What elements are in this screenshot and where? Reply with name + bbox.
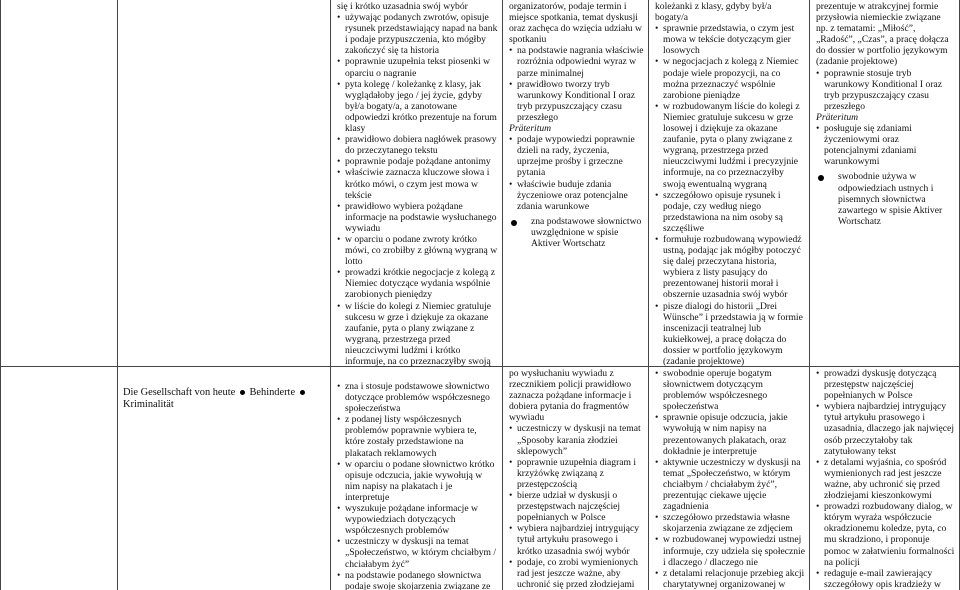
criterion-item: • poprawnie uzupełnia diagram i krzyżówkę związaną z przestępczością [509, 457, 644, 490]
topic-cell-bottom [117, 367, 330, 590]
criterion-item: • bierze udział w dyskusji o przestępstwach najczęściej popełnianych w Polsce [509, 490, 644, 523]
criterion-item: • sprawnie przedstawia, o czym jest mowa w tekście dotyczącym gier losowych [655, 23, 805, 56]
criteria-cell-top-col2 [331, 0, 502, 366]
criterion-item: • w liście do kolegi z Niemiec gratuluje sukcesu w grze i dziękuje za okazane zaufanie, pyta o plany związane z wygraną, przestrzega przed nieuczciwymi ludźmi i krótko informuje, na co przeznaczyłby swoją [337, 301, 498, 366]
criterion-item: • pisze dialogi do historii „Drei Wünsche” i przedstawia ją w formie inscenizacji teatralnej lub kukiełkowej, a pracę dołącza do dossier w portfolio językowym (zadanie projektowe) [655, 301, 805, 366]
topic-cell-top [0, 0, 117, 366]
criterion-item: • uczestniczy w dyskusji na temat „Sposoby karania złodziei sklepowych” [509, 423, 644, 456]
criterion-item: • na podstawie nagrania właściwie rozróżnia odpowiedni wyraz w parze minimalnej [509, 45, 644, 78]
criteria-cell-bottom-col2 [331, 367, 502, 590]
criterion-item: swobodnie używa w odpowiedziach ustnych i pisemnych słownictwa zawartego w spisie Aktiver Wortschatz [816, 171, 955, 226]
criterion-item: Präteritum [816, 111, 859, 123]
criterion-item: • poprawnie podaje pożądane antonimy [337, 156, 498, 167]
criteria-cell-bottom-col3 [503, 367, 648, 590]
criterion-item: • prawidłowo dobiera nagłówek prasowy do przeczytanego tekstu [337, 134, 498, 156]
criterion-item: • swobodnie operuje bogatym słownictwem dotyczącym problemów współczesnego społeczeństwa [655, 368, 805, 412]
criterion-item: • poprawnie uzupełnia tekst piosenki w oparciu o nagranie [337, 56, 498, 78]
criterion-item: • prowadzi rozbudowany dialog, w którym wyraża współczucie okradzionemu koledze, pyta, co mu skradziono, i proponuje pomoc w załatwieniu formalności na policji [816, 501, 955, 568]
criterion-item: • pyta kolegę / koleżankę z klasy, jak wyglądałoby jego / jej życie, gdyby był/a bogaty/a, a zanotowane odpowiedzi krótko prezentuje na forum klasy [337, 79, 498, 134]
criterion-item: Präteritum [509, 123, 552, 135]
criterion-item: • wyszukuje pożądane informacje w wypowiedziach dotyczących współczesnych problemów [337, 503, 498, 536]
criteria-cell-top-col5 [810, 0, 959, 366]
criterion-item: • prawidłowo tworzy tryb warunkowy Konditional I oraz tryb przypuszczający czasu przeszłego [509, 79, 644, 123]
criterion-item: po wysłuchaniu wywiadu z rzecznikiem policji prawidłowo zaznacza pożądane informacje i dobiera pytania do fragmentów wywiadu [509, 368, 632, 424]
criterion-item: • podaje, co zrobi wymienionych rad jest jeszcze ważne, aby uchronić się przed złodziejami [509, 557, 644, 590]
bullet-dot [240, 390, 245, 395]
criterion-item: • podaje wypowiedzi poprawnie dzieli na rady, życzenia, uprzejme prośby i grzeczne pytania [509, 134, 644, 178]
criterion-item: • używając podanych zwrotów, opisuje rysunek przedstawiający napad na bank i podaje przypuszczenia, kto mógłby zakończyć się ta historia [337, 12, 498, 56]
criterion-item: prezentuje w atrakcyjnej formie przysłowia niemieckie związane np. z tematami: „Miłość”, „Radość”, „Czas”, a pracę dołącza do dossier w portfolio językowym (zadanie projektowe) [816, 1, 949, 68]
criterion-item: • redaguje e-mail zawierający szczegółowy opis kradzieży w [816, 568, 955, 590]
bullet-dot [300, 390, 305, 395]
criterion-item: • uczestniczy w dyskusji na temat „Społeczeństwo, w którym chciałbym / chciałabym żyć” [337, 536, 498, 569]
criteria-cell-bottom-col4 [649, 367, 809, 590]
criterion-item: • w rozbudowanej wypowiedzi ustnej informuje, czy udziela się społecznie i dlaczego / dlaczego nie [655, 534, 805, 567]
criterion-item: • na podstawie podanego słownictwa podaje swoje skojarzenia związane ze [337, 570, 498, 590]
criterion-item: • właściwie buduje zdania życzeniowe oraz potencjalne zdania warunkowe [509, 179, 644, 212]
criterion-item: • w oparciu o podane słownictwo krótko opisuje odczucia, jakie wywołują w nim napisy na plakatach i je interpretuje [337, 459, 498, 503]
criterion-item: • z detalami wyjaśnia, co spośród wymienionych rad jest jeszcze ważne, aby uchronić się przed złodziejami kieszonkowymi [816, 457, 955, 501]
topic-crime: Kriminalität [123, 399, 174, 410]
criterion-item: • wybiera najbardziej intrygujący tytuł artykułu prasowego i krótko uzasadnia swój wybór [509, 523, 644, 556]
criterion-item: się i krótko uzasadnia swój wybór [337, 1, 468, 12]
criterion-item: organizatorów, podaje termin i miejsce spotkania, temat dyskusji oraz zachęca do wzięcia udziału w spotkaniu [509, 1, 642, 46]
criterion-item: • prowadzi krótkie negocjacje z kolegą z Niemiec dotyczące wydania wspólnie zarobionych pieniędzy [337, 267, 498, 300]
criterion-item: • zna i stosuje podstawowe słownictwo dotyczące problemów współczesnego społeczeństwa [337, 381, 498, 414]
criterion-item: • szczegółowo opisuje rysunek i podaje, czy według niego przedstawiona na nim osoby są szczęśliwe [655, 190, 805, 234]
criterion-item: zna podstawowe słownictwo uwzględnione w spisie Aktiver Wortschatz [509, 216, 644, 249]
criteria-cell-bottom-col5 [810, 367, 959, 590]
criteria-cell-top-col4 [649, 0, 809, 366]
criteria-cell-top-col3 [503, 0, 648, 366]
criterion-item: • poprawnie stosuje tryb warunkowy Konditional I oraz tryb przypuszczający czasu przeszłego [816, 68, 955, 112]
criterion-item: • posługuje się zdaniami życzeniowymi oraz potencjalnymi zdaniami warunkowymi [816, 123, 955, 167]
criterion-item: • aktywnie uczestniczy w dyskusji na temat „Społeczeństwo, w którym chciałbym / chciałabym żyć”, prezentując ciekawe ujęcie zagadnienia [655, 457, 805, 512]
criterion-item: • prowadzi dyskusję dotyczącą przestępstw najczęściej popełnianych w Polsce [816, 368, 955, 401]
criterion-item: koleżanki z klasy, gdyby był/a bogaty/a [655, 1, 772, 24]
topic-disabled: Behinderte [249, 387, 296, 398]
topic-society: Die Gesellschaft von heute [123, 387, 236, 398]
criterion-item: • formułuje rozbudowaną wypowiedź ustną, podając jak mógłby potoczyć się dalej przeczytana historia, wybiera z listy pasujący do prezentowanej historii morał i obszernie uzasadnia swój wybór [655, 234, 805, 301]
criterion-item: • w negocjacjach z kolegą z Niemiec podaje wiele propozycji, na co można przeznaczyć wspólnie zarobione pieniądze [655, 56, 805, 100]
criterion-item: • wybiera najbardziej intrygujący tytuł artykułu prasowego i uzasadnia, dlaczego jak najwięcej osób przeczytałoby tak zatytułowany tekst [816, 401, 955, 456]
criterion-item: • szczegółowo przedstawia własne skojarzenia związane ze zdjęciem [655, 512, 805, 534]
criterion-item: • z podanej listy współczesnych problemów poprawnie wybiera te, które zostały przedstawione na plakatach reklamowych [337, 414, 498, 458]
criterion-item: • prawidłowo wybiera pożądane informacje na podstawie wysłuchanego wywiadu [337, 201, 498, 234]
criterion-item: • właściwie zaznacza kluczowe słowa i krótko mówi, o czym jest mowa w tekście [337, 167, 498, 200]
criterion-item: • w oparciu o podane zwroty krótko mówi, co zrobiłby z główną wygraną w lotto [337, 234, 498, 267]
criterion-item: • w rozbudowanym liście do kolegi z Niemiec gratuluje sukcesu w grze losowej i dziękuje za okazane zaufanie, pyta o plany związane z wygraną, przestrzega przed nieuczciwymi ludźmi i precyzyjnie informuje, na co przeznaczyłby swoją ewentualną wygraną [655, 101, 805, 190]
criterion-item: • z detalami relacjonuje przebieg akcji charytatywnej organizowanej w [655, 568, 805, 590]
criterion-item: • sprawnie opisuje odczucia, jakie wywołują w nim napisy na prezentowanych plakatach, oraz dokładnie je interpretuje [655, 412, 805, 456]
